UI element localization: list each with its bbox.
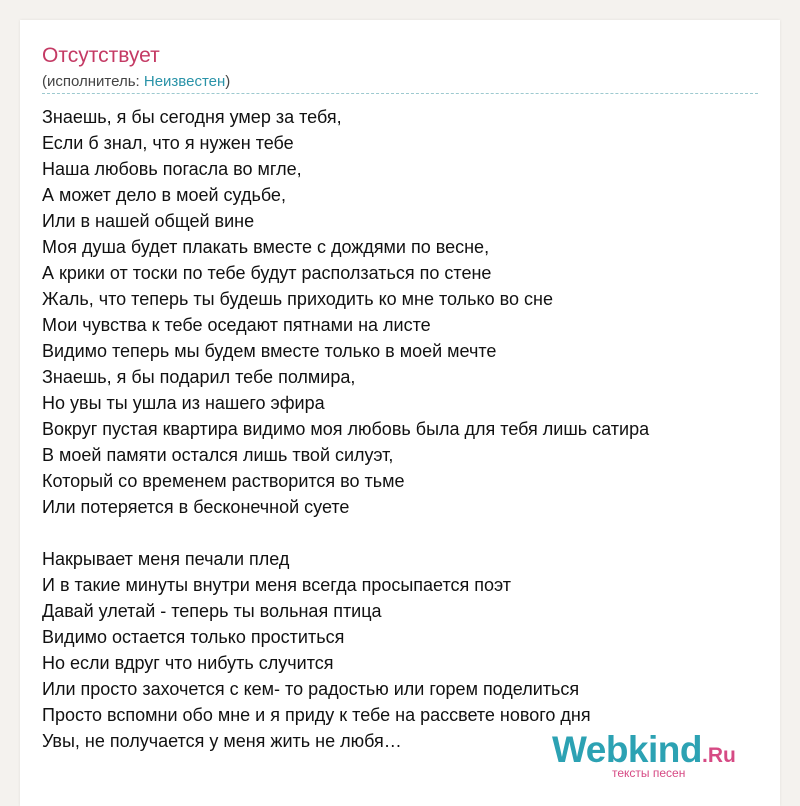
lyric-line: Жаль, что теперь ты будешь приходить ко мне только во сне <box>42 289 553 309</box>
lyric-line: Давай улетай - теперь ты вольная птица <box>42 601 382 621</box>
lyric-line: Знаешь, я бы сегодня умер за тебя, <box>42 107 342 127</box>
divider <box>42 93 758 94</box>
lyrics-card <box>20 20 780 806</box>
lyric-line: Или просто захочется с кем- то радостью или горем поделиться <box>42 679 580 699</box>
lyric-line: Но если вдруг что нибуть случится <box>42 653 334 673</box>
artist-line <box>42 73 230 91</box>
lyric-line: Мои чувства к тебе оседают пятнами на листе <box>42 315 431 335</box>
site-logo[interactable] <box>552 730 752 786</box>
lyric-line: А крики от тоски по тебе будут расползаться по стене <box>42 263 492 283</box>
lyric-line: Или потеряется в бесконечной суете <box>42 497 350 517</box>
lyric-line: Вокруг пустая квартира видимо моя любовь была для тебя лишь сатира <box>42 419 650 439</box>
artist-link[interactable]: Неизвестен <box>143 73 226 90</box>
lyric-line: Видимо теперь мы будем вместе только в моей мечте <box>42 341 497 361</box>
lyric-line: Наша любовь погасла во мгле, <box>42 159 302 179</box>
artist-prefix: (исполнитель: <box>42 73 144 90</box>
logo-main-text: Webkind <box>552 729 702 770</box>
lyric-line: Но увы ты ушла из нашего эфира <box>42 393 325 413</box>
logo-tagline: тексты песен <box>612 766 686 780</box>
lyric-line: Накрывает меня печали плед <box>42 549 290 569</box>
stanza-break <box>42 520 762 546</box>
lyric-line: И в такие минуты внутри меня всегда просыпается поэт <box>42 575 512 595</box>
lyric-line: Который со временем растворится во тьме <box>42 471 405 491</box>
logo-domain-suffix: .Ru <box>702 744 736 767</box>
lyric-line: Увы, не получается у меня жить не любя… <box>42 731 402 751</box>
lyric-line: В моей памяти остался лишь твой силуэт, <box>42 445 394 465</box>
lyric-line: А может дело в моей судьбе, <box>42 185 286 205</box>
lyric-line: Или в нашей общей вине <box>42 211 255 231</box>
song-title: Отсутствует <box>42 44 160 67</box>
lyric-line: Моя душа будет плакать вместе с дождями по весне, <box>42 237 490 257</box>
lyrics-text <box>42 104 762 754</box>
lyric-line: Просто вспомни обо мне и я приду к тебе на рассвете нового дня <box>42 705 591 725</box>
lyric-line: Знаешь, я бы подарил тебе полмира, <box>42 367 356 387</box>
lyric-line: Видимо остается только проститься <box>42 627 345 647</box>
artist-suffix: ) <box>225 73 231 90</box>
lyric-line: Если б знал, что я нужен тебе <box>42 133 294 153</box>
